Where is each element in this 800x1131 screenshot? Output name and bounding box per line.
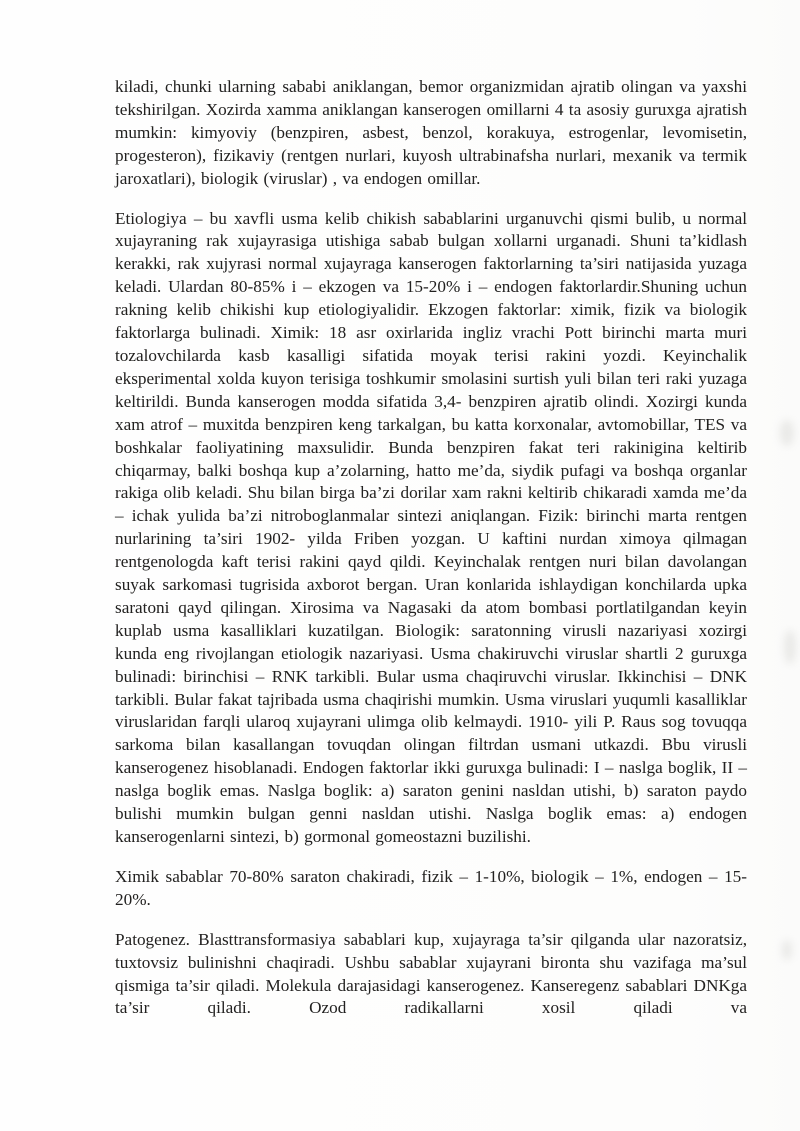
scan-smudge (780, 420, 794, 446)
paragraph-pathogenesis: Patogenez. Blasttransformasiya sabablari kup, xujayraga ta’sir qilganda ular nazoratsiz, tuxtovsiz bulinishni chaqiradi. Ushbu sabablar xujayrani bironta shu vazifaga ma’sul qismiga ta’sir qiladi. Molekula darajasidagi kanserogenez. Kanseregenz sabablari DNKga ta’sir qiladi. Ozod radikallarni xosil qiladi va (115, 929, 747, 1018)
document-text-block (115, 76, 747, 1037)
scan-smudge (782, 940, 792, 960)
paragraph-etiology: Etiologiya – bu xavfli usma kelib chikish sabablarini urganuvchi qismi bulib, u normal xujayraning rak xujayrasiga utishiga sabab bulgan xollarni urganadi. Shuni ta’kidlash kerakki, rak xujyrasi normal xujayraga kanserogen faktorlarning ta’siri natijasida yuzaga keladi. Ulardan 80-85% i – ekzogen va 15-20% i – endogen faktorlardir.Shuning uchun rakning kelib chikishi kup etiologiyalidir. Ekzogen faktorlar: ximik, fizik va biologik faktorlarga bulinadi. Ximik: 18 asr oxirlarida ingliz vrachi Pott birinchi marta muri tozalovchilarda kasb kasalligi sifatida moyak terisi rakini yozdi. Keyinchalik eksperimental xolda kuyon terisiga toshkumir smolasini surtish yuli bilan teri raki yuzaga keltirildi. Bunda kanserogen modda sifatida 3,4- benzpiren ajratib olindi. Xozirgi kunda xam atrof – muxitda benzpiren keng tarkalgan, bu katta korxonalar, avtomobillar, TES va boshkalar faoliyatining maxsulidir. Bunda benzpiren fakat teri rakinigina keltirib chiqarmay, balki boshqa kup a’zolarning, hatto me’da, siydik pufagi va boshqa organlar rakiga olib keladi. Shu bilan birga ba’zi dorilar xam rakni keltirib chikaradi xamda me’da – ichak yulida ba’zi nitroboglanmalar sintezi aniqlangan. Fizik: birinchi marta rentgen nurlarining ta’siri 1902- yilda Friben yozgan. U kaftini nurdan ximoya qilmagan rentgenologda kaft terisi rakini qayd qildi. Keyinchalak rentgen nuri bilan davolangan suyak sarkomasi tugrisida axborot bergan. Uran konlarida ishlaydigan konchilarda upka saratoni qayd qilingan. Xirosima va Nagasaki da atom bombasi portlatilgandan keyin kuplab usma kasalliklari kuzatilgan. Biologik: saratonning virusli nazariyasi xozirgi kunda eng rivojlangan etiologik nazariyasi. Usma chakiruvchi viruslar shartli 2 guruxga bulinadi: birinchisi – RNK tarkibli. Bular usma chaqiruvchi viruslar. Ikkinchisi – DNK tarkibli. Bular fakat tajribada usma chaqirishi mumkin. Usma viruslari yuqumli kasalliklar viruslaridan farqli ularoq xujayrani ulimga olib kelmaydi. 1910- yili P. Raus sog tovuqqa sarkoma bilan kasallangan tovuqdan olingan filtrdan usmani utkazdi. Bbu virusli kanserogenez hisoblanadi. Endogen faktorlar ikki guruxga bulinadi: I – naslga boglik, II – naslga boglik emas. Naslga boglik: a) saraton genini nasldan utishi, b) saraton paydo bulishi mumkin bulgan genni nasldan utishi. Naslga boglik emas: a) endogen kanserogenlarni sintezi, b) gormonal gomeostazni buzilishi. (115, 208, 747, 846)
scan-smudge (784, 630, 796, 664)
paragraph-cause-percentages: Ximik sabablar 70-80% saraton chakiradi, fizik – 1-10%, biologik – 1%, endogen – 15-20%. (115, 866, 747, 909)
paragraph-carcinogen-groups: kiladi, chunki ularning sababi aniklangan, bemor organizmidan ajratib olingan va yaxshi tekshirilgan. Xozirda xamma aniklangan kanserogen omillarni 4 ta asosiy guruxga ajratish mumkin: kimyoviy (benzpiren, asbest, benzol, korakuya, estrogenlar, levomisetin, progesteron), fizikaviy (rentgen nurlari, kuyosh ultrabinafsha nurlari, mexanik va termik jaroxatlari), biologik (viruslar) , va endogen omillar. (115, 77, 747, 188)
